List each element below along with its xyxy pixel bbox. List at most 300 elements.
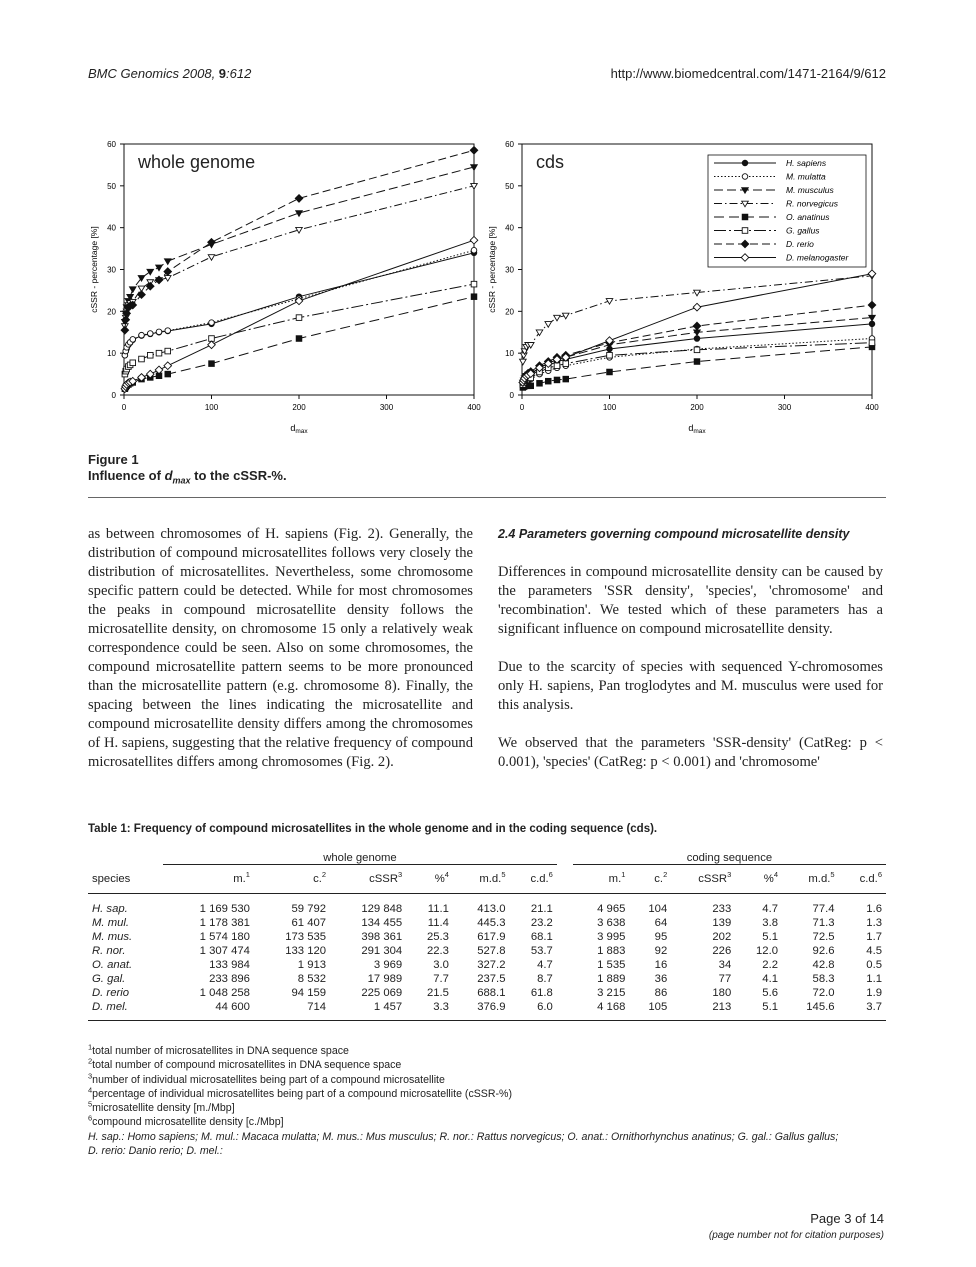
- table-cell: 5.6: [762, 987, 778, 999]
- y-tick-label: 60: [505, 140, 514, 149]
- table-cell: 7.7: [433, 973, 449, 985]
- y-tick-label: 10: [505, 349, 514, 359]
- y-tick-label: 20: [107, 307, 116, 317]
- table-row: [88, 972, 886, 986]
- body-paragraph: Differences in compound microsatellite density can be caused by the parameters 'SSR density', 'species', 'chromosome' and 'recombination'. We tested which of these parameters has a significant influence on compound microsatellite density.: [498, 564, 883, 637]
- data-point: [208, 255, 215, 261]
- y-tick-label: 20: [505, 307, 514, 317]
- data-point: [520, 359, 527, 365]
- table-cell: 59 792: [291, 903, 327, 915]
- figure-rule: [88, 497, 886, 498]
- table-cell: 3.8: [762, 917, 778, 929]
- table-cell: 0.5: [866, 959, 882, 971]
- species-cell: D. rerio: [92, 987, 130, 999]
- legend-label: D. rerio: [786, 239, 814, 249]
- table-cell: 95: [654, 931, 668, 943]
- table-cell: 21.1: [530, 903, 553, 915]
- data-point: [694, 347, 700, 353]
- table-cell: 4.7: [762, 903, 778, 915]
- table-cell: 25.3: [426, 931, 449, 943]
- table-cell: 4 168: [573, 1000, 630, 1021]
- x-tick-label: 400: [865, 403, 879, 412]
- table-cell: 173 535: [285, 931, 327, 943]
- footnote-marker: 6: [88, 1113, 93, 1123]
- species-cell: M. mus.: [92, 931, 133, 943]
- table-cell: 1.1: [866, 973, 882, 985]
- footnote-text: total number of compound microsatellites in DNA sequence space: [92, 1059, 402, 1072]
- abbreviation-line: H. sap.: Homo sapiens; M. mul.: Macaca mulatta; M. mus.: Mus musculus; R. nor.: Rattus norvegicus; O. anat.: Ornithorhynchus anatinus; G. gal.: Gallus gallus;: [88, 1130, 839, 1143]
- chart-cds: [487, 140, 879, 435]
- series-d-rerio: [121, 146, 478, 333]
- table-cell: 77: [718, 973, 732, 985]
- footnote-marker: 6: [877, 870, 882, 880]
- table-cell: 226: [712, 945, 732, 957]
- table-cell: 86: [654, 987, 668, 999]
- footnote-marker: 5: [830, 870, 835, 880]
- data-point: [528, 383, 534, 389]
- table-cell: 17 989: [367, 973, 403, 985]
- footnote: [88, 1073, 888, 1087]
- table-cell: 61 407: [291, 917, 327, 929]
- table-cell: [557, 842, 573, 865]
- table-cell: 4.5: [866, 945, 882, 957]
- y-tick-label: 40: [505, 223, 514, 233]
- table-cell: 42.8: [812, 959, 835, 971]
- y-tick-label: 30: [107, 265, 116, 275]
- y-tick-label: 0: [509, 391, 514, 400]
- footnote-marker: 3: [88, 1071, 93, 1081]
- table-cell: 1 307 474: [199, 945, 250, 957]
- footnote: [88, 1115, 888, 1129]
- footnote-text: number of individual microsatellites being part of a compound microsatellite: [92, 1073, 445, 1086]
- plot-frame: [124, 144, 474, 395]
- table-cell: 225 069: [361, 987, 403, 999]
- table-cell: 1 048 258: [199, 987, 250, 999]
- footnote: [88, 1101, 888, 1115]
- table-cell: 1 169 530: [199, 903, 250, 915]
- footnote-marker: 2: [321, 870, 327, 880]
- data-point: [693, 303, 701, 311]
- table-group-header: [88, 842, 886, 865]
- table-cell: 180: [712, 987, 732, 999]
- x-tick-label: 100: [204, 403, 219, 412]
- footnote: [88, 1087, 888, 1101]
- table-cell: 129 848: [361, 903, 403, 915]
- table-cell: 2.2: [762, 959, 778, 971]
- group-header-coding-sequence: coding sequence: [573, 842, 886, 865]
- table-row: [88, 894, 886, 917]
- abbreviation-line: D. rerio: Danio rerio; D. mel.:: [88, 1145, 223, 1158]
- data-point: [147, 352, 153, 358]
- y-axis-label: cSSR - percentage [%]: [487, 226, 497, 313]
- footnote-marker: 5: [88, 1099, 93, 1109]
- data-point: [868, 301, 876, 309]
- data-point: [165, 371, 171, 377]
- table-cell: [557, 986, 573, 1000]
- table-cell: 145.6: [782, 1000, 839, 1021]
- species-cell: M. mul.: [92, 917, 130, 929]
- data-point: [742, 228, 748, 234]
- legend-label: R. norvegicus: [786, 198, 838, 209]
- table-cell: 44 600: [163, 1000, 254, 1021]
- data-point: [742, 160, 748, 166]
- figure-caption-text: [88, 468, 287, 489]
- column-header: m.$^1$: [163, 865, 254, 894]
- data-point: [537, 380, 543, 386]
- data-point: [121, 326, 129, 334]
- data-point: [129, 287, 136, 293]
- data-point: [209, 320, 215, 326]
- footnote-marker: 1: [88, 1042, 93, 1052]
- series-line: [523, 305, 872, 382]
- table-cell: 72.5: [812, 931, 835, 943]
- data-point: [470, 236, 478, 244]
- table-cell: 1.3: [866, 917, 882, 929]
- data-point: [742, 214, 748, 220]
- table-cell: 4 965: [597, 903, 626, 915]
- data-point: [208, 341, 216, 349]
- table-1: [88, 842, 886, 1021]
- x-tick-label: 100: [602, 403, 617, 412]
- table-cell: 105: [629, 1000, 671, 1021]
- table-cell: 4.7: [537, 959, 553, 971]
- x-tick-label: 0: [519, 403, 525, 412]
- table-cell: 291 304: [361, 945, 403, 957]
- y-axis-label: cSSR - percentage [%]: [89, 226, 99, 313]
- table-cell: 21.5: [426, 987, 449, 999]
- x-tick-label: 300: [777, 403, 792, 412]
- series-d-rerio: [519, 301, 876, 386]
- journal-name: BMC Genomics: [88, 66, 180, 81]
- body-paragraph: We observed that the parameters 'SSR-density' (CatReg: p < 0.001), 'species' (CatReg: p < 0.001) and 'chromosome': [498, 735, 883, 770]
- table-row: [88, 986, 886, 1000]
- table-cell: 58.3: [812, 973, 835, 985]
- page-number: Page 3 of 14: [810, 1211, 884, 1226]
- section-heading: 2.4 Parameters governing compound microsatellite density: [498, 527, 850, 541]
- data-point: [130, 337, 136, 343]
- body-column-right: [498, 525, 883, 791]
- legend-label: H. sapiens: [786, 158, 827, 168]
- legend-label: O. anatinus: [786, 212, 830, 222]
- table-cell: 23.2: [530, 917, 553, 929]
- data-point: [296, 336, 302, 342]
- y-tick-label: 0: [111, 391, 116, 400]
- table-row: [88, 944, 886, 958]
- data-point: [209, 361, 215, 367]
- footnote-text: total number of microsatellites in DNA sequence space: [92, 1045, 349, 1057]
- data-point: [554, 377, 560, 383]
- body-paragraph: Due to the scarcity of species with sequenced Y-chromosomes only H. sapiens, Pan troglodytes and M. musculus were used for this analysis.: [498, 659, 883, 713]
- table-cell: 11.1: [427, 903, 449, 915]
- table-cell: 104: [648, 903, 668, 915]
- table-cell: 233 896: [209, 973, 250, 985]
- footnote-text: compound microsatellite density [c./Mbp]: [92, 1116, 284, 1129]
- table-cell: [557, 894, 573, 917]
- table-cell: 1 178 381: [199, 917, 250, 929]
- journal-volume: 9: [218, 66, 227, 81]
- legend-label: M. musculus: [786, 185, 834, 195]
- column-header: cSSR$^3$: [330, 865, 406, 894]
- table-cell: 3 638: [597, 917, 626, 929]
- data-point: [563, 376, 569, 382]
- column-header: c.d.$^6$: [509, 865, 556, 894]
- table-cell: 1 457: [330, 1000, 406, 1021]
- table-cell: 94 159: [291, 987, 327, 999]
- table-cell: [88, 842, 163, 865]
- table-cell: 139: [712, 917, 732, 929]
- caption-subscript: max: [172, 475, 191, 486]
- table-row: [88, 1000, 886, 1021]
- data-point: [545, 322, 552, 328]
- species-cell: R. nor.: [92, 945, 126, 957]
- data-point: [869, 321, 875, 327]
- footnote-marker: 4: [773, 870, 778, 880]
- page-number-note: (page number not for citation purposes): [708, 1230, 884, 1241]
- table-cell: [557, 1000, 573, 1021]
- chart-title: cds: [536, 152, 565, 172]
- data-point: [694, 336, 700, 342]
- table-cell: 53.7: [530, 945, 553, 957]
- table-cell: 77.4: [812, 903, 835, 915]
- column-header: m.$^1$: [573, 865, 630, 894]
- footnote: [88, 1044, 888, 1058]
- data-point: [536, 330, 543, 336]
- data-point: [139, 356, 145, 362]
- table-row: [88, 930, 886, 944]
- group-header-whole-genome: whole genome: [163, 842, 557, 865]
- footnote-text: percentage of individual microsatellites being part of a compound microsatellite (cSSR-%): [92, 1087, 513, 1100]
- caption-pre: Influence of: [88, 468, 165, 483]
- series-r-norvegicus: [122, 184, 478, 330]
- table-cell: 6.0: [509, 1000, 556, 1021]
- footnote-text: microsatellite density [m./Mbp]: [92, 1102, 235, 1115]
- footnote: [88, 1058, 888, 1072]
- figure-label: Figure 1: [88, 452, 139, 467]
- footnote-list: [88, 1044, 888, 1130]
- table-cell: 398 361: [361, 931, 403, 943]
- data-point: [471, 281, 477, 287]
- column-header: c.$^2$: [254, 865, 330, 894]
- data-point: [130, 360, 136, 366]
- figure-1-charts: [86, 130, 886, 440]
- table-cell: 3 969: [373, 959, 403, 971]
- column-header: m.d.$^5$: [453, 865, 510, 894]
- x-tick-label: 200: [292, 403, 306, 412]
- table-cell: 1 574 180: [199, 931, 250, 943]
- footnote-marker: 2: [88, 1056, 93, 1066]
- data-point: [156, 265, 163, 271]
- table-cell: 376.9: [453, 1000, 510, 1021]
- species-cell: O. anat.: [92, 959, 133, 971]
- table-cell: 134 455: [361, 917, 403, 929]
- table-cell: 72.0: [812, 987, 835, 999]
- table-cell: 445.3: [477, 917, 506, 929]
- table-cell: 3.3: [406, 1000, 453, 1021]
- data-point: [471, 294, 477, 300]
- legend-label: M. mulatta: [786, 171, 826, 182]
- table-cell: [557, 916, 573, 930]
- x-tick-label: 400: [467, 403, 481, 412]
- y-tick-label: 50: [505, 181, 514, 191]
- body-paragraph: as between chromosomes of H. sapiens (Fig. 2). Generally, the distribution of compound microsatellites follows very closely the distribution of microsatellites. Nevertheless, some chromosome specific pattern could be detected. While for most chromosomes the peaks in compound microsatellite density follows the microsatellite density, on chromosome 15 only a relatively weak correspondence could be seen. Also on some chromosomes, the compound microsatellite pattern seems to be more pronounced than the microsatellite pattern (e.g. chromosome 8). Finally, the spacing between the lines indicating the microsatellite and compound microsatellite density differs among the chromosomes of H. sapiens, suggesting that the relative frequency of compound microsatellites differs among chromosomes (Fig. 2).: [88, 526, 473, 770]
- column-header: cSSR$^3$: [671, 865, 735, 894]
- y-tick-label: 30: [505, 265, 514, 275]
- table-cell: 233: [712, 903, 732, 915]
- footnote-marker: 2: [663, 870, 668, 880]
- journal-year: 2008,: [179, 66, 219, 81]
- table-cell: 3.0: [433, 959, 449, 971]
- footnote-marker: 6: [548, 870, 553, 880]
- table-cell: [557, 865, 573, 894]
- y-tick-label: 10: [107, 349, 116, 359]
- data-point: [156, 350, 162, 356]
- data-point: [147, 269, 154, 275]
- data-point: [693, 322, 701, 330]
- caption-post: to the cSSR-%.: [190, 468, 287, 483]
- footnote-marker: 4: [444, 870, 449, 880]
- table-cell: 12.0: [756, 945, 778, 957]
- table-cell: [557, 930, 573, 944]
- table-cell: 1.9: [866, 987, 882, 999]
- column-header: m.d.$^5$: [782, 865, 839, 894]
- data-point: [156, 329, 162, 335]
- table-cell: [557, 972, 573, 986]
- table-row: [88, 916, 886, 930]
- table-cell: 202: [712, 931, 732, 943]
- data-point: [164, 259, 171, 265]
- table-row: [88, 958, 886, 972]
- table-cell: 1 883: [597, 945, 626, 957]
- table-cell: 1 535: [597, 959, 626, 971]
- data-point: [147, 331, 153, 337]
- data-point: [545, 378, 551, 384]
- footnote-marker: 3: [727, 870, 732, 880]
- table-footnotes: [88, 1044, 888, 1158]
- table-cell: 1 889: [597, 973, 626, 985]
- footnote-marker: 1: [245, 870, 250, 880]
- table-cell: 16: [654, 959, 668, 971]
- table-cell: 11.4: [427, 917, 449, 929]
- data-point: [165, 328, 171, 334]
- data-point: [869, 340, 875, 346]
- table-cell: 327.2: [477, 959, 506, 971]
- footnote-marker: 4: [88, 1085, 93, 1095]
- y-tick-label: 60: [107, 140, 116, 149]
- data-point: [694, 359, 700, 365]
- y-tick-label: 50: [107, 181, 116, 191]
- footnote-marker: 1: [621, 870, 626, 880]
- data-point: [694, 290, 701, 296]
- table-cell: 71.3: [812, 917, 835, 929]
- legend: [708, 155, 866, 267]
- table-cell: 133 120: [285, 945, 327, 957]
- legend-label: D. melanogaster: [786, 252, 849, 263]
- column-header: c.$^2$: [629, 865, 671, 894]
- data-point: [470, 146, 478, 154]
- data-point: [607, 369, 613, 375]
- column-header-species: species: [88, 865, 163, 894]
- table-cell: 92.6: [812, 945, 835, 957]
- table-column-header-row: [88, 865, 886, 894]
- table-cell: 1.7: [866, 931, 882, 943]
- table-cell: 527.8: [477, 945, 506, 957]
- data-point: [139, 332, 145, 338]
- chart-whole-genome: [89, 140, 481, 435]
- table-cell: 61.8: [530, 987, 553, 999]
- table-cell: 237.5: [477, 973, 506, 985]
- caption-variable: d: [164, 468, 173, 483]
- table-cell: [557, 944, 573, 958]
- table-cell: 617.9: [477, 931, 506, 943]
- table-cell: 5.1: [762, 931, 778, 943]
- table-cell: 714: [254, 1000, 330, 1021]
- table-cell: 1.6: [866, 903, 882, 915]
- figure-caption: [88, 452, 287, 489]
- data-point: [296, 315, 302, 321]
- legend-label: G. gallus: [786, 225, 820, 236]
- table-cell: 34: [718, 959, 732, 971]
- data-point: [165, 348, 171, 354]
- x-axis-label: $d_{max}$: [688, 423, 706, 435]
- data-point: [554, 315, 561, 321]
- column-header: %$^4$: [735, 865, 782, 894]
- table-cell: 3 215: [597, 987, 626, 999]
- table-cell: 5.1: [735, 1000, 782, 1021]
- table-cell: 22.3: [426, 945, 449, 957]
- data-point: [164, 362, 172, 370]
- column-header: %$^4$: [406, 865, 453, 894]
- table-cell: 68.1: [530, 931, 553, 943]
- running-header-journal: [88, 66, 251, 81]
- table-cell: [557, 958, 573, 972]
- data-point: [471, 247, 477, 253]
- x-tick-label: 0: [121, 403, 127, 412]
- table-cell: 8 532: [297, 973, 327, 985]
- column-header: c.d.$^6$: [839, 865, 886, 894]
- x-tick-label: 200: [690, 403, 704, 412]
- table-cell: 8.7: [537, 973, 553, 985]
- data-point: [520, 353, 527, 359]
- x-axis-label: $d_{max}$: [290, 423, 308, 435]
- table-cell: 36: [654, 973, 668, 985]
- species-cell: H. sap.: [92, 903, 128, 915]
- table-cell: 688.1: [477, 987, 506, 999]
- series-o-anatinus: [122, 294, 477, 392]
- table-title: Table 1: Frequency of compound microsatellites in the whole genome and in the coding sequence (cds).: [88, 823, 658, 835]
- table-cell: 64: [654, 917, 668, 929]
- table-cell: 3 995: [597, 931, 626, 943]
- table-cell: 413.0: [477, 903, 506, 915]
- table-cell: 4.1: [762, 973, 778, 985]
- y-tick-label: 40: [107, 223, 116, 233]
- table-cell: 92: [654, 945, 668, 957]
- series-line: [125, 297, 474, 389]
- running-header-url[interactable]: http://www.biomedcentral.com/1471-2164/9/612: [610, 66, 886, 81]
- footnote-marker: 5: [501, 870, 506, 880]
- series-line: [125, 186, 474, 326]
- table-cell: 1 913: [297, 959, 327, 971]
- data-point: [742, 174, 748, 180]
- data-point: [607, 352, 613, 358]
- table-cell: 133 984: [209, 959, 250, 971]
- species-cell: D. mel.: [88, 1000, 163, 1021]
- journal-article-number: :612: [226, 66, 252, 81]
- body-column-left: [88, 525, 473, 791]
- x-tick-label: 300: [379, 403, 394, 412]
- species-cell: G. gal.: [92, 973, 126, 985]
- footnote-marker: 3: [398, 870, 403, 880]
- chart-title: whole genome: [138, 152, 256, 172]
